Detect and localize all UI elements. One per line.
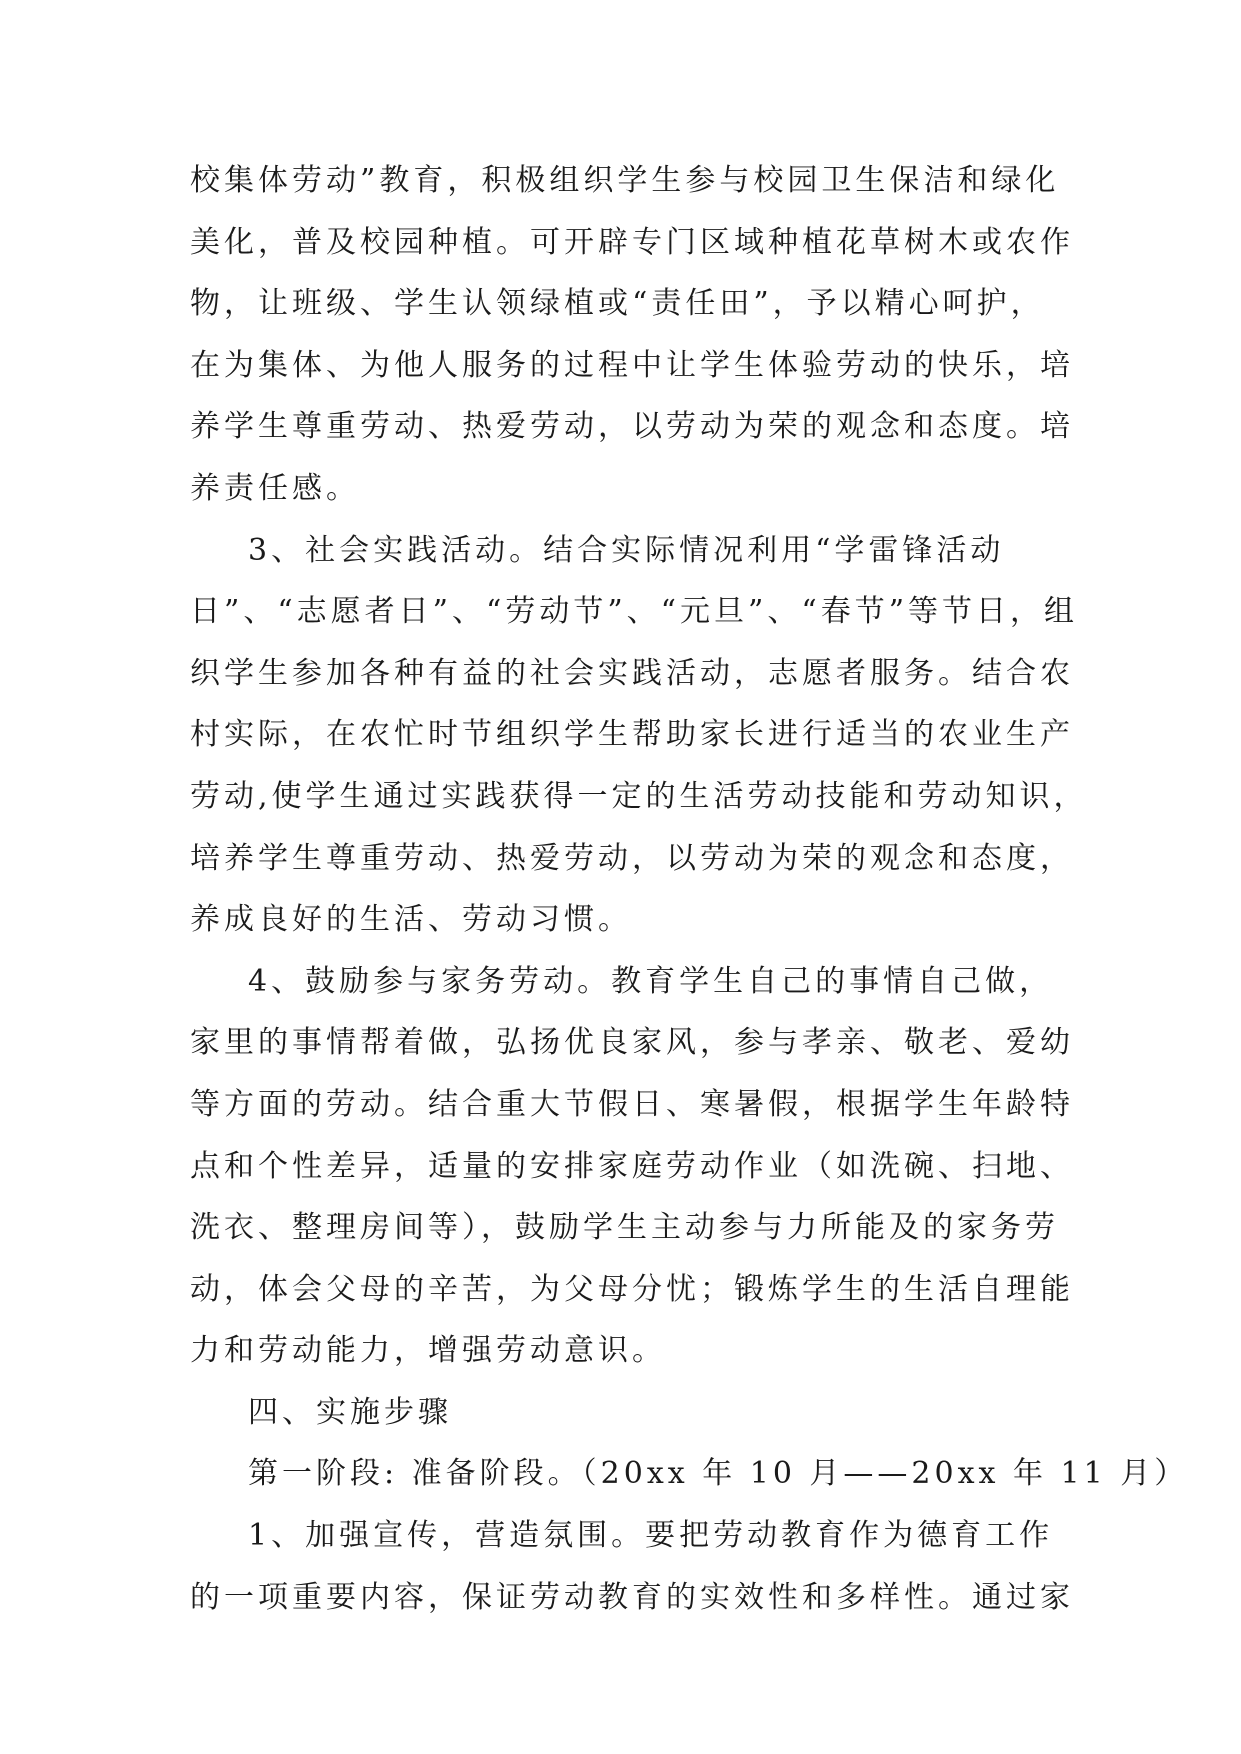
stage-heading: 第一阶段: 准备阶段。（20xx 年 10 月——20xx 年 11 月） [248, 1456, 1189, 1492]
document-body [190, 150, 1189, 1628]
text-line: 物，让班级、学生认领绿植或“责任田”，予以精心呵护， [190, 286, 1045, 322]
text-line: 美化，普及校园种植。可开辟专门区域种植花草树木或农作 [190, 224, 1074, 260]
text-line: 养学生尊重劳动、热爱劳动，以劳动为荣的观念和态度。培 [190, 409, 1074, 445]
text-line: 力和劳动能力，增强劳动意识。 [190, 1333, 666, 1369]
text-line: 等方面的劳动。结合重大节假日、寒暑假，根据学生年龄特 [190, 1086, 1074, 1122]
text-line: 动，体会父母的辛苦，为父母分忧；锻炼学生的生活自理能 [190, 1271, 1074, 1307]
text-line: 日”、“志愿者日”、“劳动节”、“元旦”、“春节”等节日，组 [190, 594, 1079, 630]
text-line: 的一项重要内容，保证劳动教育的实效性和多样性。通过家 [190, 1579, 1074, 1615]
text-line: 点和个性差异，适量的安排家庭劳动作业（如洗碗、扫地、 [190, 1148, 1074, 1184]
text-line: 洗衣、整理房间等），鼓励学生主动参与力所能及的家务劳 [190, 1210, 1059, 1246]
text-line: 培养学生尊重劳动、热爱劳动，以劳动为荣的观念和态度， [190, 840, 1074, 876]
text-line: 在为集体、为他人服务的过程中让学生体验劳动的快乐，培 [190, 347, 1074, 383]
text-line: 家里的事情帮着做，弘扬优良家风，参与孝亲、敬老、爱幼 [190, 1025, 1074, 1061]
text-line: 养成良好的生活、劳动习惯。 [190, 902, 632, 938]
paragraph-start-line: 1、加强宣传，营造氛围。要把劳动教育作为德育工作 [248, 1518, 1054, 1554]
text-line: 养责任感。 [190, 470, 360, 506]
text-line: 村实际，在农忙时节组织学生帮助家长进行适当的农业生产 [190, 717, 1074, 753]
paragraph-start-line: 3、社会实践活动。结合实际情况利用“学雷锋活动 [248, 532, 1005, 568]
text-line: 校集体劳动”教育，积极组织学生参与校园卫生保洁和绿化 [190, 163, 1060, 198]
paragraph-start-line: 4、鼓励参与家务劳动。教育学生自己的事情自己做， [248, 963, 1054, 999]
text-line: 劳动,使学生通过实践获得一定的生活劳动技能和劳动知识， [190, 778, 1088, 814]
text-line: 织学生参加各种有益的社会实践活动，志愿者服务。结合农 [190, 655, 1074, 691]
section-heading: 四、实施步骤 [248, 1394, 452, 1430]
